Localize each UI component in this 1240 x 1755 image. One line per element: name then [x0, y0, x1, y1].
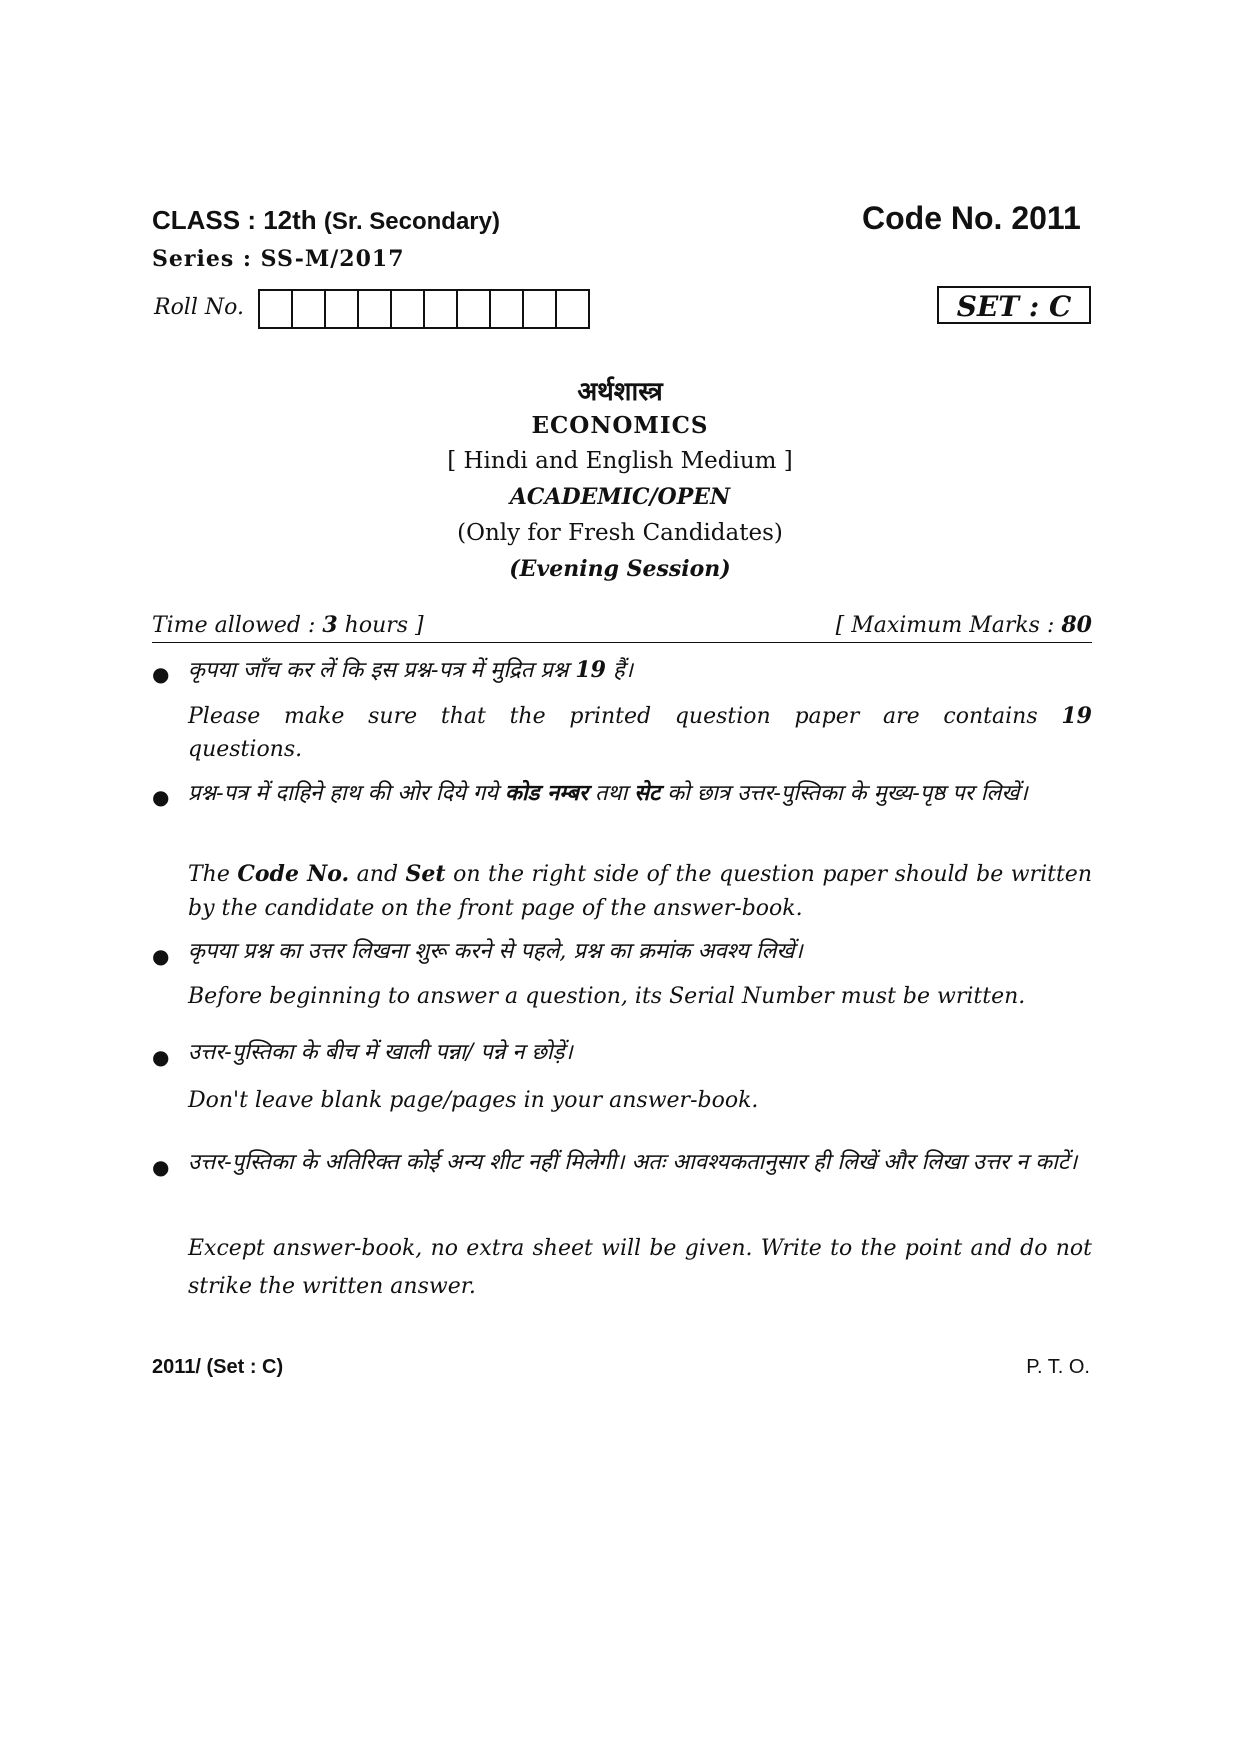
- instruction-5-hindi: उत्तर-पुस्तिका के अतिरिक्त कोई अन्य शीट नहीं मिलेगी। अतः आवश्यकतानुसार ही लिखें और लिखा उत्तर न काटें।: [188, 1150, 1078, 1175]
- code-number: Code No. 2011: [862, 200, 1081, 236]
- medium-label: [ Hindi and English Medium ]: [447, 448, 793, 474]
- marks-prefix: [ Maximum Marks :: [835, 613, 1055, 638]
- roll-box: [326, 291, 359, 327]
- instruction-4-hindi: उत्तर-पुस्तिका के बीच में खाली पन्ना/ पन्ने न छोड़ें।: [188, 1040, 573, 1065]
- code-no-emphasis: Code No.: [237, 861, 350, 887]
- roll-box: [425, 291, 458, 327]
- class-prefix: CLASS : 12th: [152, 205, 317, 235]
- instruction-1-hindi-text: कृपया जाँच कर लें कि इस प्रश्न-पत्र में मुद्रित प्रश्न: [188, 658, 569, 683]
- question-count: 19: [575, 657, 606, 683]
- instruction-3-hindi: कृपया प्रश्न का उत्तर लिखना शुरू करने से पहले, प्रश्न का क्रमांक अवश्य लिखें।: [188, 939, 803, 964]
- footer-code: 2011/ (Set : C): [152, 1356, 284, 1378]
- instruction-1-hindi: [188, 653, 1092, 688]
- roll-box: [524, 291, 557, 327]
- instruction-3-english: Before beginning to answer a question, its Serial Number must be written.: [188, 984, 1026, 1009]
- instruction-2-hindi-text: प्रश्न-पत्र में दाहिने हाथ की ओर दिये गये: [188, 781, 499, 806]
- instruction-2-english-end: on the right side of the question paper should be written by the candidate on the front page of the answer-book.: [188, 862, 1092, 921]
- class-paren: (Sr. Secondary): [323, 208, 500, 235]
- instruction-5-english: Except answer-book, no extra sheet will be given. Write to the point and do not strike the written answer.: [188, 1236, 1092, 1299]
- instruction-1-english-text: Please make sure that the printed question paper are contains: [188, 704, 1038, 729]
- instruction-2-hindi: [188, 776, 1092, 811]
- divider: [152, 642, 1092, 643]
- roll-box: [557, 291, 590, 327]
- marks-value: 80: [1061, 612, 1092, 638]
- time-value: 3: [322, 612, 338, 638]
- roll-number-boxes: [258, 289, 590, 329]
- roll-box: [392, 291, 425, 327]
- instruction-2-english: [188, 857, 1092, 926]
- instruction-1-english-end: questions.: [188, 737, 303, 762]
- instruction-2-english-start: The: [188, 862, 230, 887]
- roll-box: [260, 291, 293, 327]
- class-line: [152, 205, 500, 236]
- roll-box: [491, 291, 524, 327]
- hindi-subject-title: अर्थशास्त्र: [577, 377, 663, 407]
- roll-box: [293, 291, 326, 327]
- session-label: (Evening Session): [509, 556, 731, 582]
- roll-box: [458, 291, 491, 327]
- bullet-icon: ●: [152, 1155, 170, 1179]
- maximum-marks: [814, 612, 1092, 638]
- time-suffix: hours ]: [344, 613, 424, 638]
- bullet-icon: ●: [152, 785, 170, 809]
- set-hindi: सेट: [634, 780, 661, 806]
- bullet-icon: ●: [152, 944, 170, 968]
- code-number-hindi: कोड नम्बर: [505, 780, 588, 806]
- instruction-1-english: [188, 699, 1092, 734]
- candidates-label: (Only for Fresh Candidates): [457, 520, 783, 546]
- instruction-2-hindi-and: तथा: [595, 781, 628, 806]
- time-allowed: [152, 612, 424, 638]
- instruction-2-hindi-end: को छात्र उत्तर-पुस्तिका के मुख्य-पृष्ठ पर लिखें।: [667, 781, 1028, 806]
- bullet-icon: ●: [152, 1045, 170, 1069]
- series-label: Series : SS-M/2017: [152, 246, 405, 272]
- footer-pto: P. T. O.: [1026, 1356, 1090, 1378]
- bullet-icon: ●: [152, 662, 170, 686]
- question-count: 19: [1061, 703, 1092, 729]
- instruction-4-english: Don't leave blank page/pages in your answer-book.: [188, 1088, 759, 1113]
- roll-box: [359, 291, 392, 327]
- set-emphasis: Set: [405, 861, 446, 887]
- instruction-1-hindi-end: हैं।: [612, 658, 633, 683]
- roll-number-label: Roll No.: [154, 295, 244, 320]
- subject-title: ECONOMICS: [531, 412, 709, 439]
- time-prefix: Time allowed :: [152, 613, 316, 638]
- set-box: SET : C: [937, 286, 1091, 324]
- instruction-2-english-and: and: [356, 862, 399, 887]
- stream-label: ACADEMIC/OPEN: [509, 484, 731, 510]
